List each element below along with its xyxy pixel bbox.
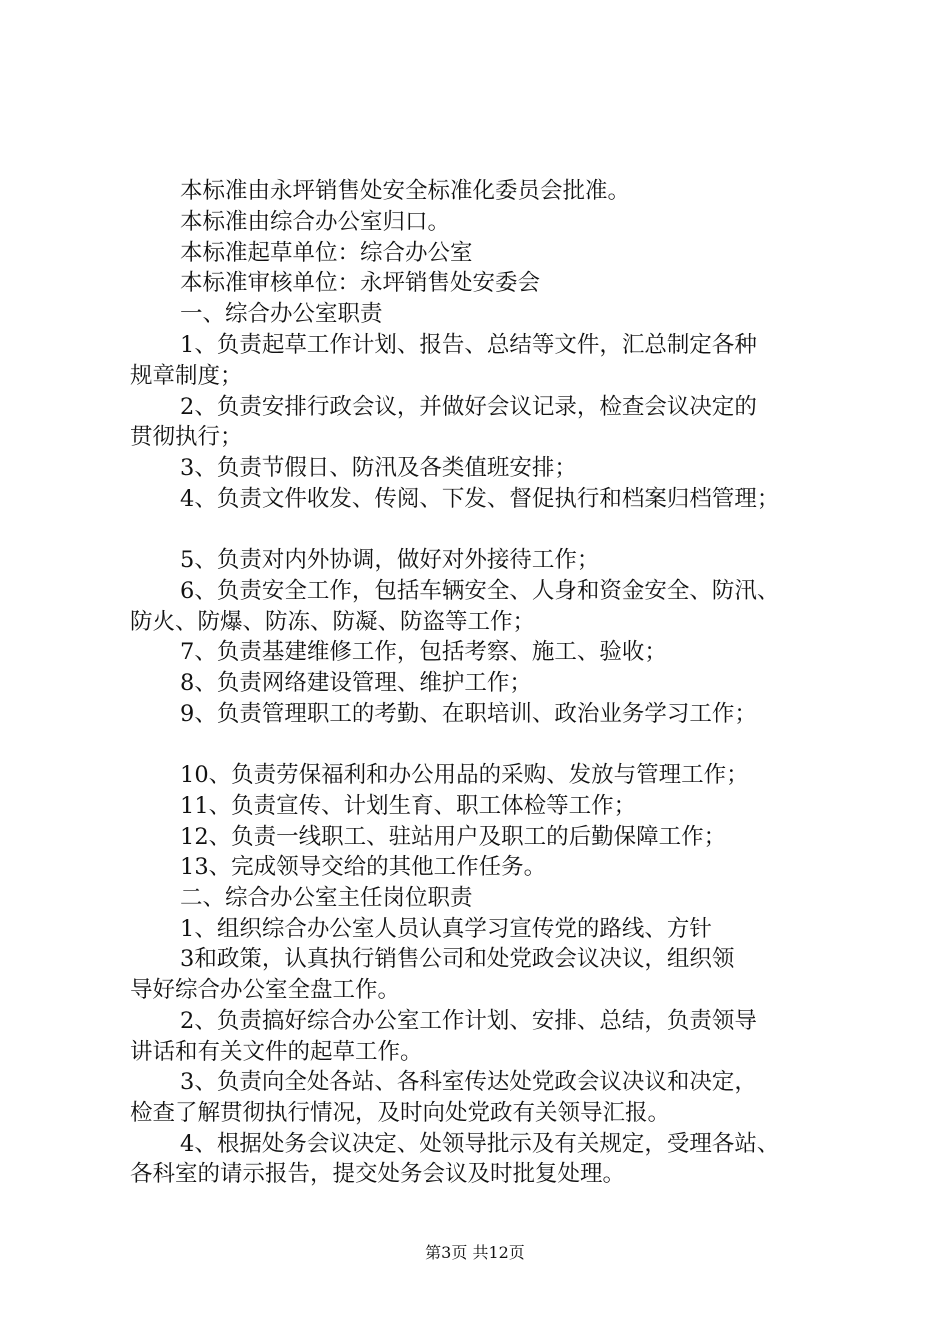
text-line: 导好综合办公室全盘工作。 (130, 977, 401, 1003)
text-line: 2、负责安排行政会议，并做好会议记录，检查会议决定的 (180, 394, 757, 420)
text-line: 3和政策，认真执行销售公司和处党政会议决议，组织领 (180, 946, 735, 972)
text-line: 4、根据处务会议决定、处领导批示及有关规定，受理各站、 (180, 1131, 780, 1157)
text-line: 讲话和有关文件的起草工作。 (130, 1039, 423, 1065)
text-line: 1、负责起草工作计划、报告、总结等文件，汇总制定各种 (180, 332, 757, 358)
text-line: 10、负责劳保福利和办公用品的采购、发放与管理工作； (180, 762, 749, 788)
text-line: 8、负责网络建设管理、维护工作； (180, 670, 532, 696)
text-line: 规章制度； (130, 363, 243, 389)
text-line: 9、负责管理职工的考勤、在职培训、政治业务学习工作； (180, 701, 757, 727)
text-line: 本标准起草单位：综合办公室 (180, 240, 473, 266)
text-line: 2、负责搞好综合办公室工作计划、安排、总结，负责领导 (180, 1008, 757, 1034)
text-line: 12、负责一线职工、驻站用户及职工的后勤保障工作； (180, 824, 727, 850)
text-line: 防火、防爆、防冻、防凝、防盗等工作； (130, 609, 536, 635)
text-line: 本标准审核单位：永坪销售处安委会 (180, 270, 541, 296)
text-line: 1、组织综合办公室人员认真学习宣传党的路线、方针 (180, 916, 712, 942)
text-line: 3、负责节假日、防汛及各类值班安排； (180, 455, 577, 481)
section-heading: 一、综合办公室职责 (180, 301, 383, 327)
text-line: 13、完成领导交给的其他工作任务。 (180, 854, 547, 880)
text-line: 5、负责对内外协调，做好对外接待工作； (180, 547, 600, 573)
text-line: 贯彻执行； (130, 424, 243, 450)
text-line: 本标准由永坪销售处安全标准化委员会批准。 (180, 178, 631, 204)
text-line: 本标准由综合办公室归口。 (180, 209, 451, 235)
section-heading: 二、综合办公室主任岗位职责 (180, 885, 473, 911)
text-line: 检查了解贯彻执行情况，及时向处党政有关领导汇报。 (130, 1100, 671, 1126)
text-line: 11、负责宣传、计划生育、职工体检等工作； (180, 793, 637, 819)
text-line: 3、负责向全处各站、各科室传达处党政会议决议和决定， (180, 1069, 757, 1095)
text-line: 7、负责基建维修工作，包括考察、施工、验收； (180, 639, 667, 665)
page-number-footer: 第3页 共12页 (425, 1243, 525, 1262)
text-line: 4、负责文件收发、传阅、下发、督促执行和档案归档管理； (180, 486, 780, 512)
text-line: 6、负责安全工作，包括车辆安全、人身和资金安全、防汛、 (180, 578, 780, 604)
text-line: 各科室的请示报告，提交处务会议及时批复处理。 (130, 1161, 626, 1187)
